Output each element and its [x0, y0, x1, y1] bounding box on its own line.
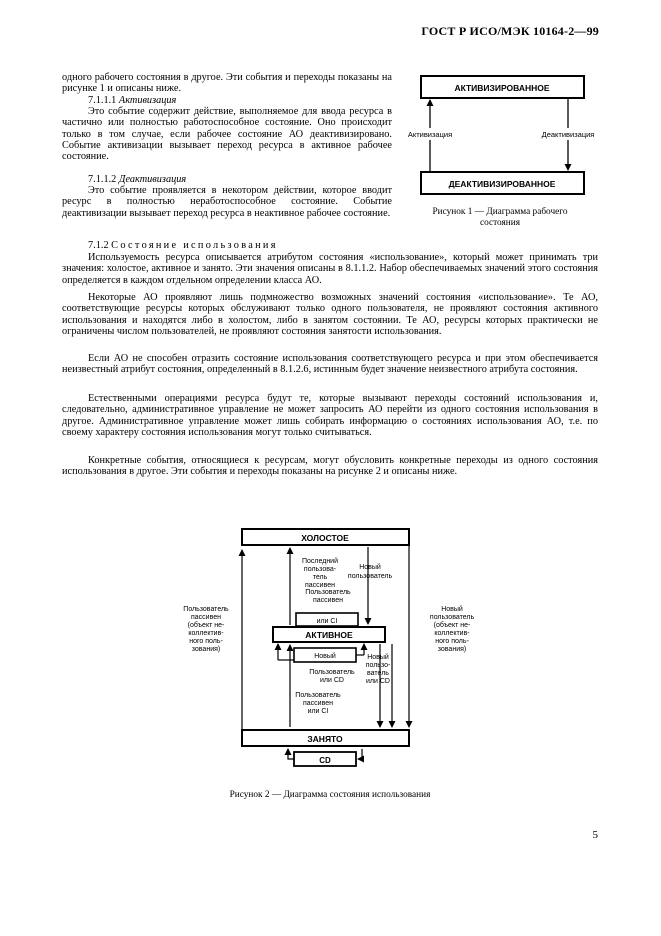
figure-1-caption	[400, 207, 600, 229]
label-user-passive-top	[305, 589, 351, 604]
svg-text:ного поль-: ного поль-	[189, 638, 223, 645]
document-header: ГОСТ Р ИСО/МЭК 10164-2—99	[421, 24, 599, 38]
label-last-user-passive	[302, 557, 338, 589]
svg-text:Пользователь: Пользователь	[295, 692, 341, 699]
figure-1-diagram	[400, 70, 600, 200]
svg-text:зования): зования)	[437, 646, 467, 653]
label-idle: ХОЛОСТОЕ	[301, 533, 349, 543]
svg-text:или CD: или CD	[366, 678, 390, 685]
svg-text:или CD: или CD	[320, 677, 344, 684]
svg-text:(объект не-: (объект не-	[433, 622, 471, 629]
section-heading	[62, 240, 598, 251]
subsection-number: 7.1.1.1	[88, 95, 117, 106]
deactivation-text: Это событие проявляется в некотором действии, которое вводит ресурс в полностью неработоспособное состояние. Событие деактивизации вызывает переход ресурса в неактивное рабочее состояние.	[62, 185, 392, 219]
svg-text:Пользователь: Пользователь	[183, 606, 229, 613]
label-user-passive-ci	[295, 692, 341, 715]
label-deactivation: Деактивизация	[541, 130, 595, 139]
subsection-number: 7.1.1.2	[88, 174, 117, 185]
subsection-title: Деактивизация	[118, 174, 187, 185]
svg-text:пользова-: пользова-	[303, 566, 337, 573]
svg-text:Новый: Новый	[367, 654, 389, 661]
label-activation: Активизация	[407, 130, 453, 139]
label-cd: CD	[319, 756, 331, 765]
caption-line: состояния	[479, 218, 521, 228]
svg-text:ного поль-: ного поль-	[435, 638, 469, 645]
subsection-heading-deactivation	[62, 174, 392, 185]
label-right-outer	[430, 605, 475, 653]
intro-text: одного рабочего состояния в другое. Эти события и переходы показаны на рисунке 1 и описаны ниже.	[62, 72, 392, 95]
label-active: АКТИВНОЕ	[305, 630, 353, 640]
svg-text:Пользователь: Пользователь	[309, 669, 355, 676]
svg-text:Пользователь: Пользователь	[305, 589, 351, 596]
svg-text:коллектив-: коллектив-	[434, 630, 470, 637]
svg-text:пассивен: пассивен	[303, 700, 333, 707]
section-number: 7.1.2	[88, 240, 109, 251]
paragraph: Естественными операциями ресурса будут те, которые вызывают переходы состояний использования и, следовательно, административное управление не может запросить АО перейти из одного состояния использования в другое. Административное управление может лишь собирать информацию о состояниях использования АО, т.е. по своему характеру состояния использования могут только считываться.	[62, 393, 598, 438]
paragraph: Некоторые АО проявляют лишь подмножество возможных значений состояния «использование». Те АО, соответствующие ресурсы которых обслуживают только одного пользователя, не проявляют состояния активного использования и находятся либо в холостом, либо в занятом состоянии. Те АО, ресурсы которых практически не ограничены числом пользователей, не проявляют состояния занятости использования.	[62, 292, 598, 337]
svg-text:пассивен: пассивен	[191, 614, 221, 621]
svg-text:ватель: ватель	[367, 670, 389, 677]
section-title: Состояние использования	[111, 240, 278, 251]
label-new: Новый	[314, 653, 336, 660]
paragraph: Конкретные события, относящиеся к ресурсам, могут обусловить конкретные переходы из одного состояния использования в другое. Эти события и переходы показаны на рисунке 2 и описаны ниже.	[62, 455, 598, 478]
paragraph: Используемость ресурса описывается атрибутом состояния «использование», который может принимать три значения: холостое, активное и занято. Эти значения описаны в 8.1.1.2. Набор обеспечиваемых значений этого состояния определяется в каждом отдельном определении класса АО.	[62, 252, 598, 286]
label-deactivated: ДЕАКТИВИЗИРОВАННОЕ	[448, 179, 556, 189]
svg-text:Новый: Новый	[441, 606, 463, 613]
figure-2-diagram	[170, 520, 490, 780]
svg-text:пассивен: пассивен	[305, 582, 335, 589]
page-number: 5	[592, 829, 598, 841]
svg-text:(объект не-: (объект не-	[187, 622, 225, 629]
activation-text: Это событие содержит действие, выполняемое для ввода ресурса в частично или полностью работоспособное состояние. Оно происходит только в том случае, если рабочее состояние АО деактивизировано. Событие активизации вызывает переход ресурса в активное рабочее состояние.	[62, 106, 392, 163]
figure-2-caption: Рисунок 2 — Диаграмма состояния использования	[229, 790, 431, 800]
svg-text:пассивен: пассивен	[313, 597, 343, 604]
svg-text:коллектив-: коллектив-	[188, 630, 224, 637]
label-user-or-cd	[309, 669, 355, 684]
svg-text:пользо-: пользо-	[365, 662, 391, 669]
svg-text:Последний: Последний	[301, 558, 339, 565]
label-ci: или CI	[316, 618, 338, 625]
svg-text:тель: тель	[312, 574, 328, 581]
subsection-title: Активизация	[118, 95, 177, 106]
arrow-cd-loop-right	[358, 749, 362, 759]
label-left-outer	[183, 606, 229, 653]
caption-line: Рисунок 1 — Диаграмма рабочего	[432, 207, 568, 217]
label-new-user-or-cd	[366, 653, 391, 685]
svg-text:зования): зования)	[191, 646, 221, 653]
svg-text:пользователь: пользователь	[347, 573, 393, 580]
label-busy: ЗАНЯТО	[307, 734, 343, 744]
svg-text:пользователь: пользователь	[429, 614, 475, 621]
subsection-heading-activation	[62, 95, 392, 106]
label-activated: АКТИВИЗИРОВАННОЕ	[454, 83, 550, 93]
svg-text:Новый: Новый	[359, 564, 381, 571]
label-new-user-top	[348, 563, 393, 580]
svg-text:или CI: или CI	[307, 708, 329, 715]
paragraph: Если АО не способен отразить состояние использования соответствующего ресурса и при этом обеспечивается неизвестный атрибут состояния, определенный в 8.1.2.6, истинным будет значение неизвестного атрибута состояния.	[62, 353, 598, 376]
